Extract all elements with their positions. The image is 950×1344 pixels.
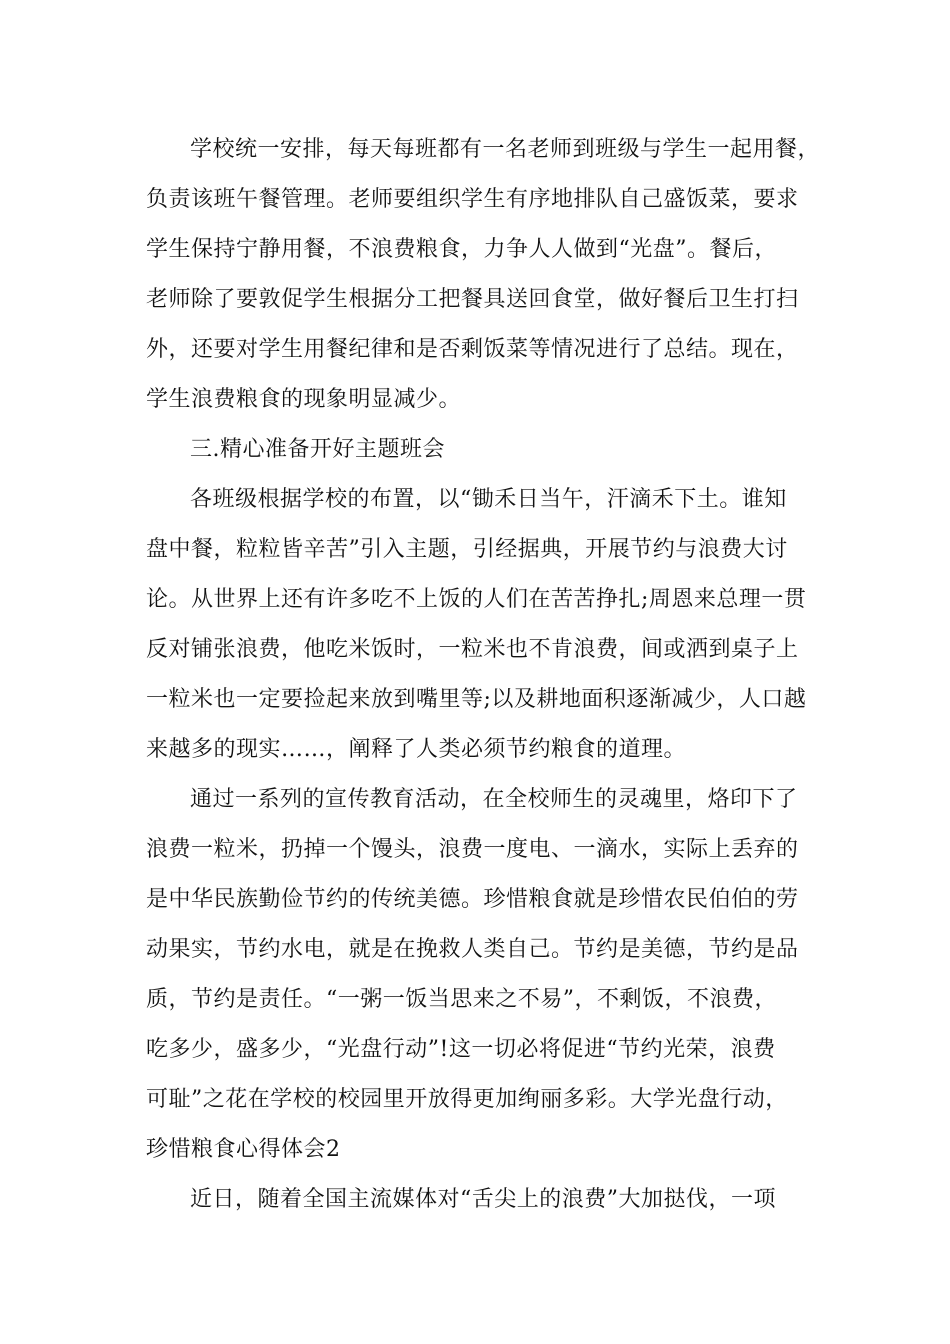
paragraph-line: 动果实，节约水电，就是在挽救人类自己。节约是美德，节约是品 <box>146 937 799 962</box>
paragraph-line: 质，节约是责任。“一粥一饭当思来之不易”，不剩饭，不浪费， <box>146 987 777 1012</box>
paragraph-line: 可耻”之花在学校的校园里开放得更加绚丽多彩。大学光盘行动， <box>146 1087 788 1112</box>
paragraph-line: 一粒米也一定要捡起来放到嘴里等;以及耕地面积逐渐减少，人口越 <box>146 687 807 712</box>
paragraph-line: 学校统一安排，每天每班都有一名老师到班级与学生一起用餐， <box>190 137 821 162</box>
paragraph-line: 近日，随着全国主流媒体对“舌尖上的浪费”大加挞伐，一项 <box>190 1187 776 1212</box>
paragraph-line: 老师除了要敦促学生根据分工把餐具送回食堂，做好餐后卫生打扫 <box>146 287 799 312</box>
paragraph-line: 浪费一粒米，扔掉一个馒头，浪费一度电、一滴水，实际上丢弃的 <box>146 837 799 862</box>
paragraph-line: 通过一系列的宣传教育活动，在全校师生的灵魂里，烙印下了 <box>190 787 798 812</box>
paragraph-line: 论。从世界上还有许多吃不上饭的人们在苦苦挣扎;周恩来总理一贯 <box>146 587 807 612</box>
document-title: 珍惜粮食心得体会2 <box>146 1137 341 1162</box>
paragraph-line: 外，还要对学生用餐纪律和是否剩饭菜等情况进行了总结。现在， <box>146 337 799 362</box>
paragraph-line: 吃多少，盛多少，“光盘行动”!这一切必将促进“节约光荣，浪费 <box>146 1037 776 1062</box>
section-heading: 三.精心准备开好主题班会 <box>190 437 445 462</box>
paragraph-line: 是中华民族勤俭节约的传统美德。珍惜粮食就是珍惜农民伯伯的劳 <box>146 887 799 912</box>
paragraph-line: 来越多的现实……，阐释了人类必须节约粮食的道理。 <box>146 737 687 762</box>
paragraph-line: 学生保持宁静用餐，不浪费粮食，力争人人做到“光盘”。餐后， <box>146 237 777 262</box>
paragraph-line: 负责该班午餐管理。老师要组织学生有序地排队自己盛饭菜，要求 <box>146 187 799 212</box>
paragraph-line: 盘中餐，粒粒皆辛苦”引入主题，引经据典，开展节约与浪费大讨 <box>146 537 788 562</box>
paragraph-line: 学生浪费粮食的现象明显减少。 <box>146 387 462 412</box>
paragraph-line: 反对铺张浪费，他吃米饭时，一粒米也不肯浪费，间或洒到桌子上 <box>146 637 799 662</box>
paragraph-line: 各班级根据学校的布置，以“锄禾日当午，汗滴禾下土。谁知 <box>190 487 787 512</box>
